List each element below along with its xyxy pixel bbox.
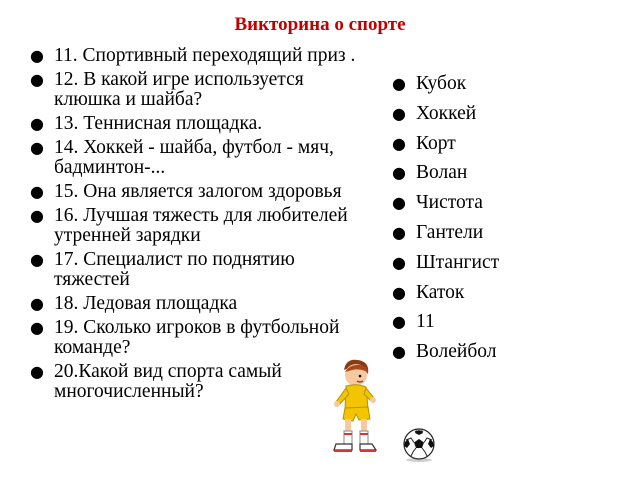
bullet-icon: ● [392, 222, 406, 242]
answer-text: Кубок [416, 73, 467, 94]
soccer-ball-icon [402, 428, 436, 462]
bullet-icon: ● [30, 46, 44, 65]
answer-item [390, 134, 590, 154]
question-text: 20.Какой вид спорта самый многочисленный? [54, 361, 282, 402]
question-list [28, 46, 373, 406]
question-text: 18. Ледовая площадка [54, 293, 238, 314]
bullet-icon: ● [30, 138, 44, 157]
answer-text: Штангист [416, 251, 500, 273]
bullet-icon: ● [30, 318, 44, 337]
question-text: 11. Спортивный переходящий приз . [54, 45, 356, 66]
question-text: 15. Она является залогом здоровья [54, 181, 342, 202]
bullet-icon: ● [30, 250, 44, 269]
answer-item [390, 74, 590, 94]
bullet-icon: ● [30, 182, 44, 201]
question-item [28, 206, 373, 246]
answer-item [390, 193, 590, 213]
answer-item [390, 163, 590, 183]
bullet-icon: ● [30, 70, 44, 89]
question-item [28, 70, 373, 110]
answer-text: Волан [416, 162, 468, 184]
question-text: 19. Сколько игроков в футбольной команде? [54, 317, 340, 358]
question-text: 12. В какой игре используется клюшка и шайба? [54, 69, 304, 110]
slide-title: Викторина о спорте [234, 14, 406, 35]
bullet-icon: ● [392, 282, 406, 302]
bullet-icon: ● [392, 312, 406, 332]
bullet-icon: ● [392, 133, 406, 153]
answer-text: Чистота [416, 192, 483, 214]
question-item [28, 182, 373, 202]
bullet-icon: ● [30, 206, 44, 225]
answer-text: 11 [416, 311, 435, 333]
question-item [28, 362, 373, 402]
answer-text: Гантели [416, 221, 484, 243]
answer-text: Волейбол [416, 341, 497, 363]
question-item [28, 294, 373, 314]
answer-item [390, 342, 590, 362]
question-item [28, 318, 373, 358]
soccer-player-icon [326, 356, 384, 456]
answer-list [390, 74, 590, 372]
question-item [28, 46, 373, 66]
bullet-icon: ● [30, 362, 44, 381]
answer-text: Корт [416, 132, 456, 154]
question-item [28, 138, 373, 178]
answer-item [390, 104, 590, 124]
bullet-icon: ● [392, 163, 406, 183]
question-item [28, 250, 373, 290]
question-item [28, 114, 373, 134]
bullet-icon: ● [392, 252, 406, 272]
bullet-icon: ● [392, 74, 406, 93]
bullet-icon: ● [392, 103, 406, 123]
bullet-icon: ● [392, 193, 406, 213]
bullet-icon: ● [392, 342, 406, 362]
answer-item [390, 312, 590, 332]
bullet-icon: ● [30, 114, 44, 133]
question-text: 13. Теннисная площадка. [54, 113, 263, 134]
answer-item [390, 253, 590, 273]
question-text: 17. Специалист по поднятию тяжестей [54, 249, 295, 290]
answer-text: Каток [416, 281, 465, 303]
bullet-icon: ● [30, 294, 44, 313]
question-text: 14. Хоккей - шайба, футбол - мяч, бадминтон-... [54, 137, 334, 178]
answer-item [390, 283, 590, 303]
answer-text: Хоккей [416, 102, 477, 124]
answer-item [390, 223, 590, 243]
question-text: 16. Лучшая тяжесть для любителей утренней зарядки [54, 205, 348, 246]
